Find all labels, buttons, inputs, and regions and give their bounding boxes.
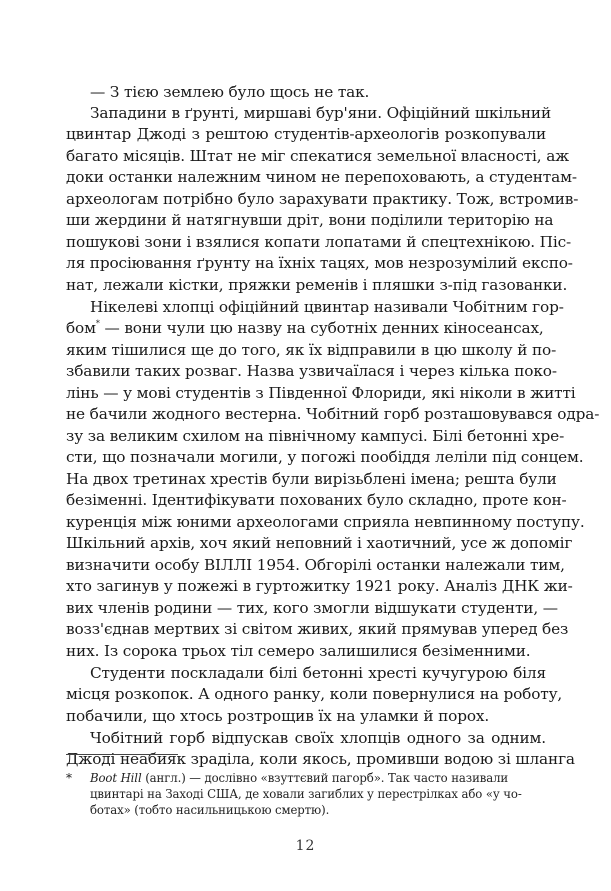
text-line: Шкільний архів, хоч який неповний і хаотичний, усе ж допоміг [66, 534, 573, 552]
text-line: визначити особу ВІЛЛІ 1954. Обгорілі останки належали тим, [66, 556, 565, 574]
text-line: Чобітний горб відпускав своїх хлопців одного за одним. [90, 729, 546, 747]
text-line: яким тішилися ще до того, як їх відправили в цю школу й по- [66, 341, 557, 359]
text-line: не бачили жодного вестерна. Чобітний горб розташовувався одра- [66, 405, 600, 423]
text-line: багато місяців. Штат не міг спекатися земельної власності, аж [66, 147, 570, 165]
text-line: Джоді неабияк зраділа, коли якось, промивши водою зі шланга [66, 750, 575, 768]
text-line: сти, що позначали могили, у погожі пообіддя леліли під сонцем. [66, 448, 584, 466]
text-line: Нікелеві хлопці офіційний цвинтар називали Чобітним гор- [90, 298, 564, 316]
footnote-line: ботах» (тобто насильницькою смертю). [90, 803, 330, 817]
text-line: лінь — у мові студентів з Південної Флориди, які ніколи в житті [66, 384, 576, 402]
text-line: Студенти поскладали білі бетонні хресті кучугурою біля [90, 664, 546, 682]
text-line: місця розкопок. А одного ранку, коли повернулися на роботу, [66, 685, 563, 703]
page-number: 12 [295, 838, 316, 854]
text-line: збавили таких розваг. Назва узвичаїлася і через кілька поко- [66, 362, 557, 380]
text-line: На двох третинах хрестів були вирізьблені імена; решта були [66, 470, 557, 488]
footnote-text: (англ.) — дослівно «взуттєвий пагорб». Так часто називали [145, 771, 509, 785]
text-line: хто загинув у пожежі в гуртожитку 1921 року. Аналіз ДНК жи- [66, 577, 573, 595]
text-fragment: бом [66, 319, 96, 337]
text-line: побачили, що хтось розтрощив їх на уламки й порох. [66, 707, 490, 725]
text-line: Западини в ґрунті, миршаві бур'яни. Офіційний шкільний [90, 104, 552, 122]
text-line: вих членів родини — тих, кого змогли відшукати студенти, — [66, 599, 558, 617]
footnote-ref: * [95, 319, 100, 328]
text-line: ля просіювання ґрунту на їхніх тацях, мов незрозумілий експо- [66, 254, 573, 272]
text-line: пошукові зони і взялися копати лопатами й спецтехнікою. Піс- [66, 233, 572, 251]
footnote-term: Boot Hill [90, 771, 142, 785]
text-line-with-footnote: бом* — вони чули цю назву на суботніх денних кіносеансах, [66, 319, 544, 337]
text-line: куренція між юними археологами сприяла невпинному поступу. [66, 513, 585, 531]
text-fragment: вони чули цю назву на суботніх денних кіносеансах, [124, 319, 544, 337]
text-line: безіменні. Ідентифікувати похованих було складно, проте кон- [66, 491, 567, 509]
text-line: археологам потрібно було зарахувати практику. Тож, встромив- [66, 190, 579, 208]
text-line: нат, лежали кістки, пряжки ременів і пляшки з-під газованки. [66, 276, 568, 294]
text-line: — З тією землею було щось не так. [90, 83, 370, 101]
text-line: ши жердини й натягнувши дріт, вони поділили територію на [66, 211, 554, 229]
footnote-line [90, 770, 508, 786]
text-line: доки останки належним чином не перепоховають, а студентам- [66, 168, 577, 186]
text-line: зу за великим схилом на північному кампусі. Білі бетонні хре- [66, 427, 565, 445]
text-line: цвинтар Джоді з рештою студентів-археологів розкопували [66, 125, 546, 143]
text-line: них. Із сорока трьох тіл семеро залишилися безіменними. [66, 642, 531, 660]
footnote-divider [66, 754, 178, 755]
footnote-marker: * [66, 771, 72, 785]
footnote-line: цвинтарі на Заході США, де ховали загиблих у перестрілках або «у чо- [90, 787, 522, 801]
text-line: возз'єднав мертвих зі світом живих, який прямував уперед без [66, 620, 569, 638]
